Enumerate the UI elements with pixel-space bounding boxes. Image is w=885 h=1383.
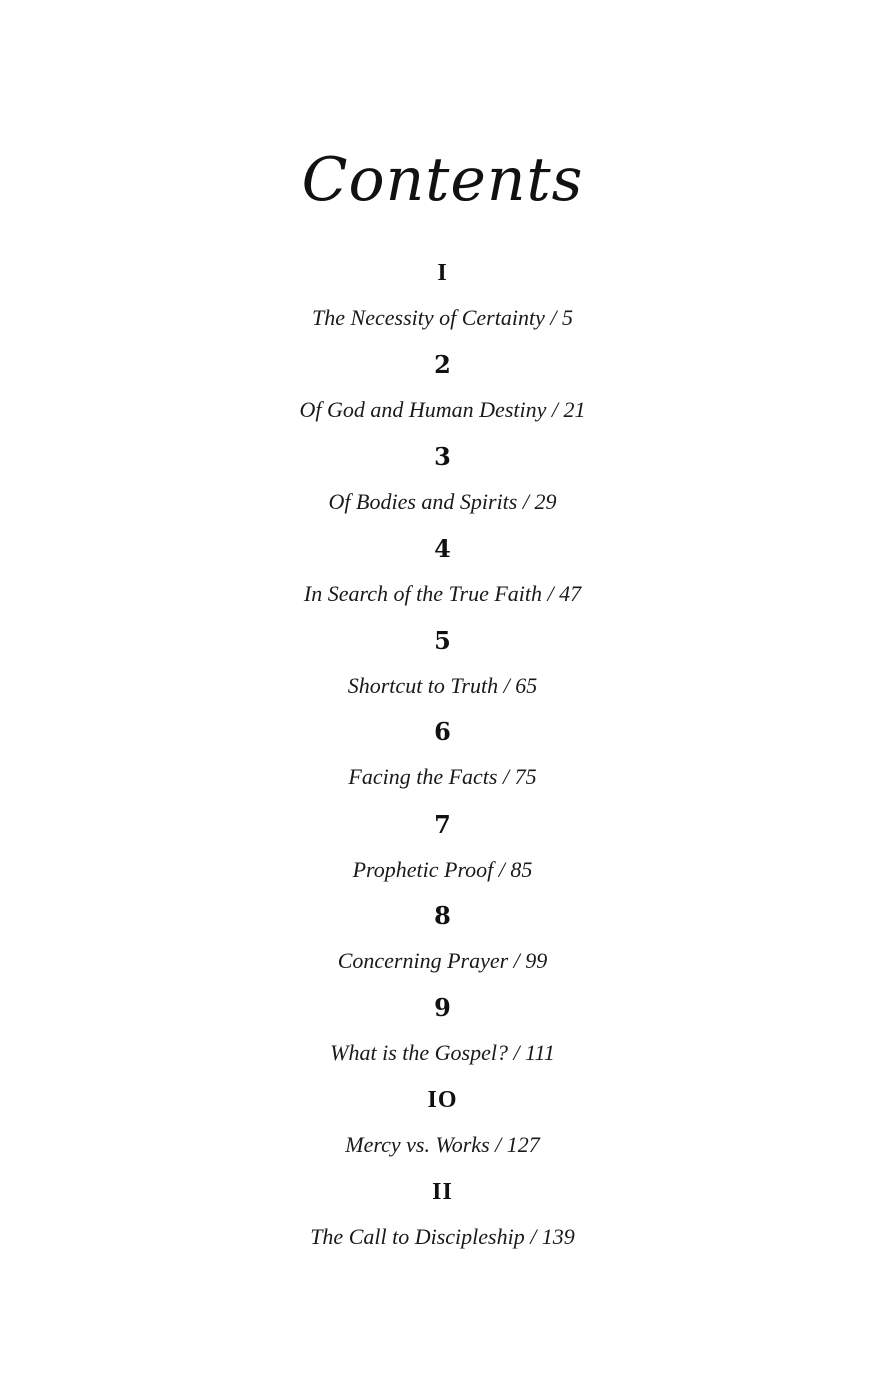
chapter-number: 6 [434,717,451,746]
chapter-number: 3 [434,442,451,471]
toc-entry-9 [0,993,885,1067]
chapter-title: The Necessity of Certainty / 5 [312,305,573,330]
toc-entry-3 [0,442,885,516]
toc-entry-2 [0,350,885,424]
toc-entry-11 [0,1177,885,1251]
chapter-title: Shortcut to Truth / 65 [347,673,538,698]
toc-entry-4 [0,534,885,608]
toc-entry-8 [0,901,885,975]
chapter-title: In Search of the True Faith / 47 [303,581,582,606]
chapter-number: 2 [434,350,451,379]
chapter-title: Of God and Human Destiny / 21 [299,397,586,422]
toc-entry-6 [0,717,885,791]
chapter-number: 8 [434,901,451,930]
toc-entry-7 [0,810,885,884]
toc-entry-1 [0,258,885,332]
chapter-number: 4 [434,534,451,563]
chapter-title: What is the Gospel? / 111 [330,1040,555,1065]
chapter-number: 5 [434,626,451,655]
chapter-title: Facing the Facts / 75 [348,764,537,789]
chapter-number: 7 [434,810,451,839]
toc-entry-10 [0,1085,885,1159]
toc-entry-5 [0,626,885,700]
chapter-title: Mercy vs. Works / 127 [345,1132,540,1157]
chapter-number: I [437,260,448,286]
page-title: Contents [301,145,584,215]
chapter-title: Concerning Prayer / 99 [337,948,548,973]
chapter-number: 9 [434,993,451,1022]
chapter-title: Prophetic Proof / 85 [352,857,533,882]
chapter-number: IO [427,1087,458,1113]
chapter-title: The Call to Discipleship / 139 [310,1224,575,1249]
chapter-title: Of Bodies and Spirits / 29 [328,489,557,514]
chapter-number: II [432,1179,453,1205]
